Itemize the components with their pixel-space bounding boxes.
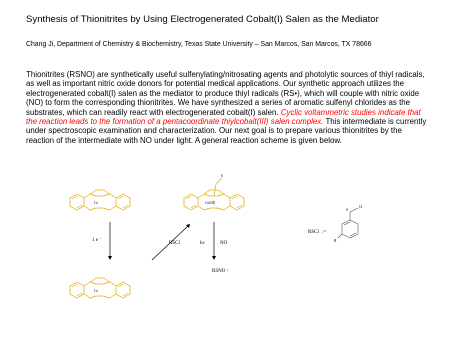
cobalt-label-2: Co	[94, 289, 99, 293]
sulfur-label: S	[346, 208, 348, 212]
reaction-scheme	[26, 174, 430, 330]
nitric-oxide-label: NO	[220, 241, 228, 246]
abstract-intro: Thionitrites (RSNO) are synthetically useful sulfenylating/nitrosating agents and photolytic sources of thiyl radicals, as well as important nitric oxide donors for potential medical applications. Our synthetic approach utilizes the electrogenerated cobalt(I) salen as the mediator to produce thiyl radicals (RS•), which will couple with nitric oxide (NO) to form the corresponding thionitrites. We have synthesized a series of aromatic sulfenyl chlorides as the substrates, which can readily react with electrogenerated cobalt(I) salen.	[26, 70, 425, 117]
r-group-label: R	[334, 239, 337, 243]
electron-label: 1 e ⁻	[92, 238, 102, 243]
reduction-arrow	[92, 222, 112, 260]
abstract-highlight: Cyclic voltammetric studies indicate that the reaction leads to the formation of a pentacoordinate thiylcobalt(III) salen complex.	[26, 107, 421, 127]
equals-sign: :=	[322, 230, 327, 235]
aryl-ring	[338, 208, 358, 238]
light-label: hν	[200, 241, 205, 246]
photolysis-arrow	[200, 222, 228, 260]
thiylcobalt-salen-structure	[184, 174, 244, 210]
abstract-conclusion: This intermediate is currently under spectroscopic examination and characterization. Our next goal is to prepare various thionitrites by the reaction of the intermediate with NO under light. A general reaction scheme is given below.	[26, 117, 427, 145]
cobalt-salen-structure-1	[70, 190, 130, 210]
rsno-product-label: RSNO ↑	[212, 269, 230, 274]
rscl-definition-label: RSCl	[308, 230, 319, 235]
poster-title: Synthesis of Thionitrites by Using Electrogenerated Cobalt(I) Salen as the Mediator	[26, 14, 379, 25]
author-affiliation: Chang Ji, Department of Chemistry & Biochemistry, Texas State University – San Marcos, San Marcos, TX 78666	[26, 41, 372, 48]
sulfur-label-complex: S	[221, 174, 223, 178]
cobalt-iii-label: Co(III)	[205, 201, 216, 205]
sulfenyl-chloride-definition	[308, 205, 362, 243]
rscl-addition-arrow	[152, 224, 190, 260]
cobalt-label-1: Co	[94, 201, 99, 205]
cobalt-salen-structure-2	[70, 278, 130, 298]
rscl-reagent-label: RSCl	[169, 241, 180, 246]
chlorine-label: Cl	[359, 205, 363, 209]
abstract-paragraph	[26, 70, 430, 145]
